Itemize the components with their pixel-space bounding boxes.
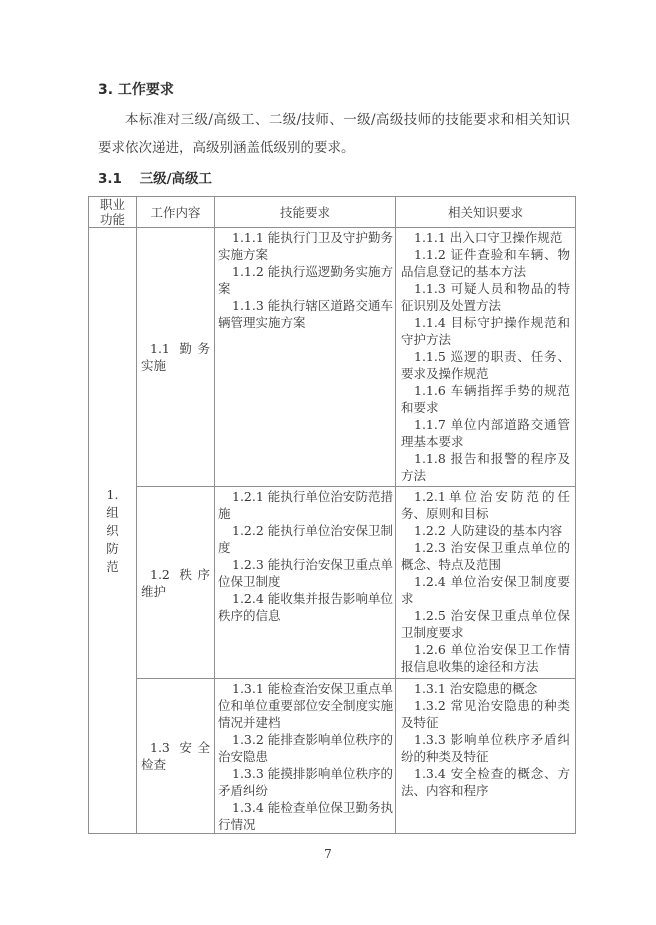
knowledge-cell (396, 487, 576, 679)
page-number: 7 (324, 847, 332, 861)
work-content-cell (137, 679, 215, 834)
knowledge-item: 1.3.2 常见治安隐患的种类及特征 (401, 698, 570, 730)
header-work-content: 工作内容 (137, 197, 215, 228)
knowledge-item: 1.1.7 单位内部道路交通管理基本要求 (401, 417, 570, 449)
header-knowledge-requirements: 相关知识要求 (396, 197, 576, 228)
function-line: 织 (106, 522, 119, 538)
function-cell (89, 228, 137, 834)
skill-item: 1.2.3 能执行治安保卫重点单位保卫制度 (218, 557, 393, 589)
subsection-number: 3.1 (98, 171, 122, 187)
work-content-cell (137, 228, 215, 487)
skill-item: 1.2.4 能收集并报告影响单位秩序的信息 (218, 591, 393, 623)
table-row (89, 679, 576, 834)
skills-cell (215, 487, 396, 679)
work-content-label: 1.1 勤务实施 (141, 341, 210, 373)
skills-cell (215, 679, 396, 834)
skill-item: 1.1.2 能执行巡逻勤务实施方案 (218, 264, 393, 296)
skill-item: 1.2.1 能执行单位治安防范措施 (218, 489, 393, 521)
knowledge-item: 1.1.2 证件查验和车辆、物品信息登记的基本方法 (401, 247, 570, 279)
table-row (89, 228, 576, 487)
skill-item: 1.3.1 能检查治安保卫重点单位和单位重要部位安全制度实施情况并建档 (218, 681, 394, 730)
skill-item: 1.1.1 能执行门卫及守护勤务实施方案 (218, 230, 393, 262)
subsection-name: 三级/高级工 (139, 171, 213, 187)
page-content (88, 80, 575, 834)
skill-item: 1.1.3 能执行辖区道路交通车辆管理实施方案 (218, 298, 393, 330)
knowledge-item: 1.2.1单位治安防范的任务、原则和目标 (401, 489, 570, 521)
knowledge-item: 1.3.4 安全检查的概念、方法、内容和程序 (401, 766, 570, 798)
knowledge-item: 1.3.1 治安隐患的概念 (414, 681, 538, 696)
skill-item: 1.3.2 能排查影响单位秩序的治安隐患 (218, 732, 393, 764)
header-occupational-function: 职业功能 (89, 197, 137, 228)
knowledge-cell (396, 228, 576, 487)
function-line: 防 (106, 540, 119, 556)
table-header-row (89, 197, 576, 228)
function-line: 1. (106, 486, 119, 502)
skills-cell (215, 228, 396, 487)
knowledge-item: 1.1.8 报告和报警的程序及方法 (401, 451, 570, 483)
work-content-label: 1.3 安全检查 (141, 740, 210, 772)
knowledge-item: 1.3.3 影响单位秩序矛盾纠纷的种类及特征 (401, 732, 570, 764)
intro-paragraph: 本标准对三级/高级工、二级/技师、一级/高级技师的技能要求和相关知识要求依次递进，高级别涵盖低级别的要求。 (98, 112, 570, 156)
requirements-table (88, 196, 576, 834)
table-row (89, 487, 576, 679)
knowledge-item: 1.1.4 目标守护操作规范和守护方法 (401, 315, 570, 347)
knowledge-item: 1.1.3 可疑人员和物品的特征识别及处置方法 (401, 281, 570, 313)
subsection-heading (98, 170, 575, 189)
knowledge-item: 1.1.5 巡逻的职责、任务、要求及操作规范 (401, 349, 570, 381)
skill-item: 1.3.3 能摸排影响单位秩序的矛盾纠纷 (218, 766, 393, 798)
work-content-cell (137, 487, 215, 679)
knowledge-item: 1.2.5 治安保卫重点单位保卫制度要求 (401, 608, 570, 640)
function-line: 范 (106, 558, 119, 574)
knowledge-item: 1.2.4 单位治安保卫制度要求 (401, 574, 570, 606)
knowledge-item: 1.2.3 治安保卫重点单位的概念、特点及范围 (401, 540, 570, 572)
knowledge-item: 1.2.6 单位治安保卫工作情报信息收集的途径和方法 (401, 642, 570, 674)
knowledge-item: 1.1.6 车辆指挥手势的规范和要求 (401, 383, 570, 415)
knowledge-cell (396, 679, 576, 834)
skill-item: 1.2.2 能执行单位治安保卫制度 (218, 523, 393, 555)
section-title: 3. 工作要求 (98, 82, 174, 98)
skill-item: 1.3.4 能检查单位保卫勤务执行情况 (218, 800, 393, 832)
knowledge-item: 1.1.1 出入口守卫操作规范 (414, 230, 563, 245)
header-skill-requirements: 技能要求 (215, 197, 396, 228)
knowledge-item: 1.2.2 人防建设的基本内容 (414, 523, 563, 538)
function-line: 组 (106, 504, 119, 520)
work-content-label: 1.2 秩序维护 (141, 566, 210, 599)
